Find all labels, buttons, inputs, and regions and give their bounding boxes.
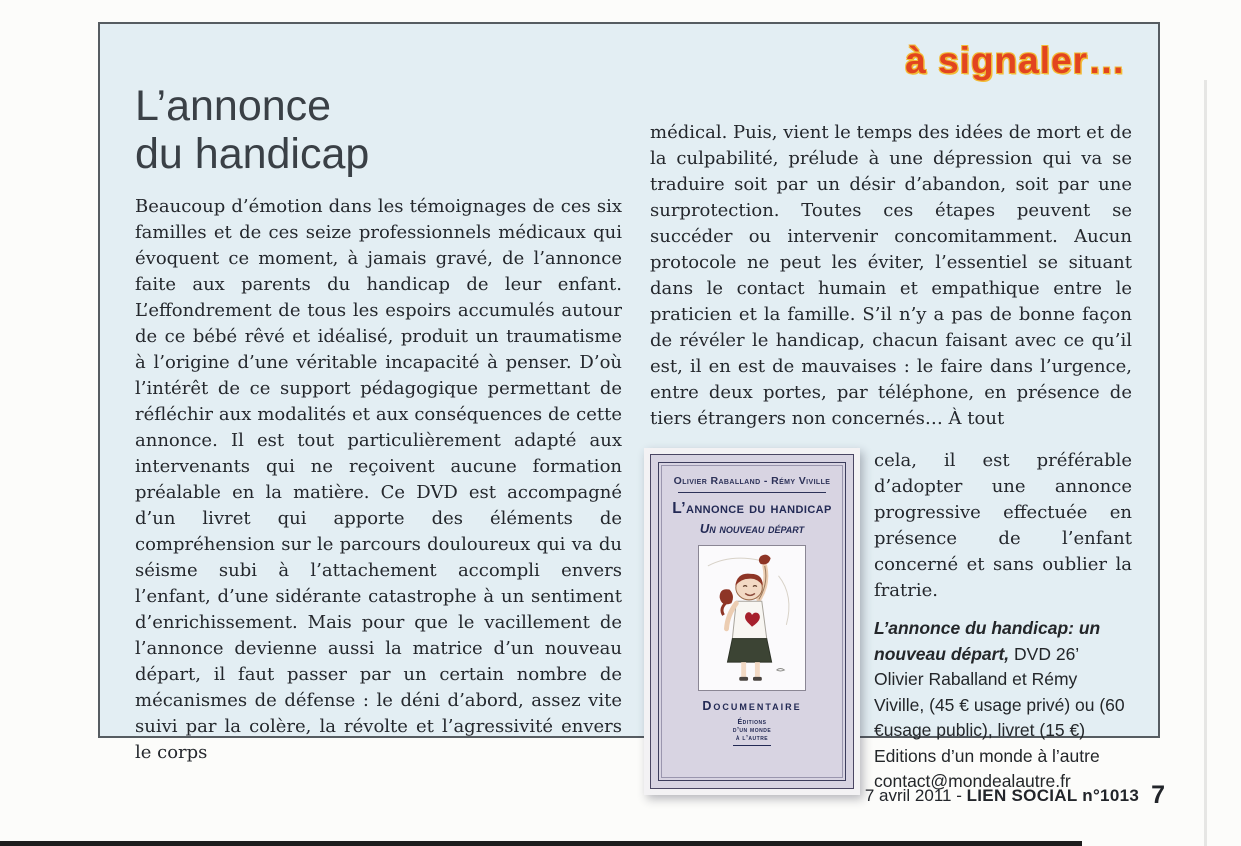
- page-edge-shadow: [1204, 80, 1207, 846]
- article-panel: [98, 22, 1160, 791]
- cover-title: L’annonce du handicap: [672, 500, 832, 517]
- caption-contact-email: contact@mondealautre.fr: [874, 771, 1071, 791]
- page-title-line2: du handicap: [135, 130, 370, 178]
- left-column-paragraph: Beaucoup d’émotion dans les témoignages de ces six familles et de ces seize professionnels médicaux qui évoquent ce moment, à jamais gravé, de l’annonce faite aux parents du handicap de leur enfant. L’effondrement de tous les espoirs accumulés autour de ce bébé rêvé et idéalisé, produit un traumatisme à l’origine d’une véritable incapacité à penser. D’où l’intérêt de ce support pédagogique permettant de réfléchir aux modalités et aux conséquences de cette annonce. Il est tout particulièrement adapté aux intervenants qui ne reçoivent aucune formation préalable en la matière. Ce DVD est accompagné d’un livret qui apporte des éléments de compréhension sur le parcours douloureux qui va du séisme subi à l’attachement accompli envers l’enfant, d’une sidérante catastrophe à un sentiment d’enrichissement. Mais pour que le vacillement de l’annonce devienne aussi la matrice d’un nouveau départ, il faut passer par un certain nombre de mécanismes de défense : le déni d’abord, assez vite suivi par la colère, la révolte et l’agressivité envers le corps: [135, 196, 622, 763]
- footer-date: 7 avril 2011 -: [864, 786, 967, 805]
- caption-publisher: Editions d’un monde à l’autre: [874, 745, 1100, 766]
- left-column: [135, 194, 622, 766]
- cover-genre: Documentaire: [702, 699, 802, 713]
- right-column: [650, 120, 1132, 795]
- publisher-logo-line2: d’un monde: [732, 727, 772, 734]
- dvd-cover: [644, 448, 860, 795]
- footer-publication: LIEN SOCIAL n°1013: [966, 786, 1140, 805]
- page-footer: [865, 781, 1165, 810]
- cover-authors: Olivier Raballand - Rémy Viville: [673, 475, 831, 487]
- publisher-logo: [733, 719, 771, 746]
- cover-illustration: [698, 545, 806, 691]
- dvd-cover-frame: [658, 462, 846, 781]
- media-right-column: [860, 448, 1132, 795]
- dvd-cover-frame-inner: [661, 465, 843, 778]
- caption-title: L’annonce du handicap: un nouveau départ,: [874, 618, 1101, 664]
- caption-details: DVD 26’ Olivier Raballand et Rémy Viville, (45 € usage privé) ou (60 €usage public), livret (15 €): [874, 643, 1125, 740]
- caption-reference: [874, 616, 1132, 744]
- footer-page-number: 7: [1151, 781, 1165, 809]
- right-column-paragraph-2: cela, il est préférable d’adopter une annonce progressive effectuée en présence de l’enfant concerné et sans oublier la fratrie.: [874, 450, 1132, 601]
- page-title: [135, 82, 369, 178]
- right-column-paragraph-1: médical. Puis, vient le temps des idées de mort et de la culpabilité, prélude à une dépression qui va se traduire soit par un désir d’abandon, soit par une surprotection. Toutes ces étapes peuvent se succéder ou intervenir concomitamment. Aucun protocole ne peut les éviter, l’essentiel se situant dans le contact humain et empathique entre le praticien et la famille. S’il n’y a pas de bonne façon de révéler le handicap, chacun faisant avec ce qu’il est, il en est de mauvaises : le faire dans l’urgence, entre deux portes, par téléphone, en présence de tiers étrangers non concernés… À tout: [650, 122, 1132, 429]
- dvd-cover-surface: [650, 454, 854, 789]
- section-label: à signaler…: [905, 40, 1126, 81]
- media-row: [650, 448, 1132, 795]
- child-drawing-icon: [700, 546, 804, 688]
- cover-rule: [678, 492, 826, 493]
- publisher-logo-line1: Éditions: [737, 719, 767, 726]
- page-title-line1: L’annonce: [135, 82, 332, 130]
- dvd-caption: [874, 616, 1132, 795]
- scan-edge-artifact: [0, 841, 1082, 846]
- cover-subtitle: Un nouveau départ: [699, 521, 805, 536]
- publisher-logo-line3: à l’autre: [735, 735, 769, 742]
